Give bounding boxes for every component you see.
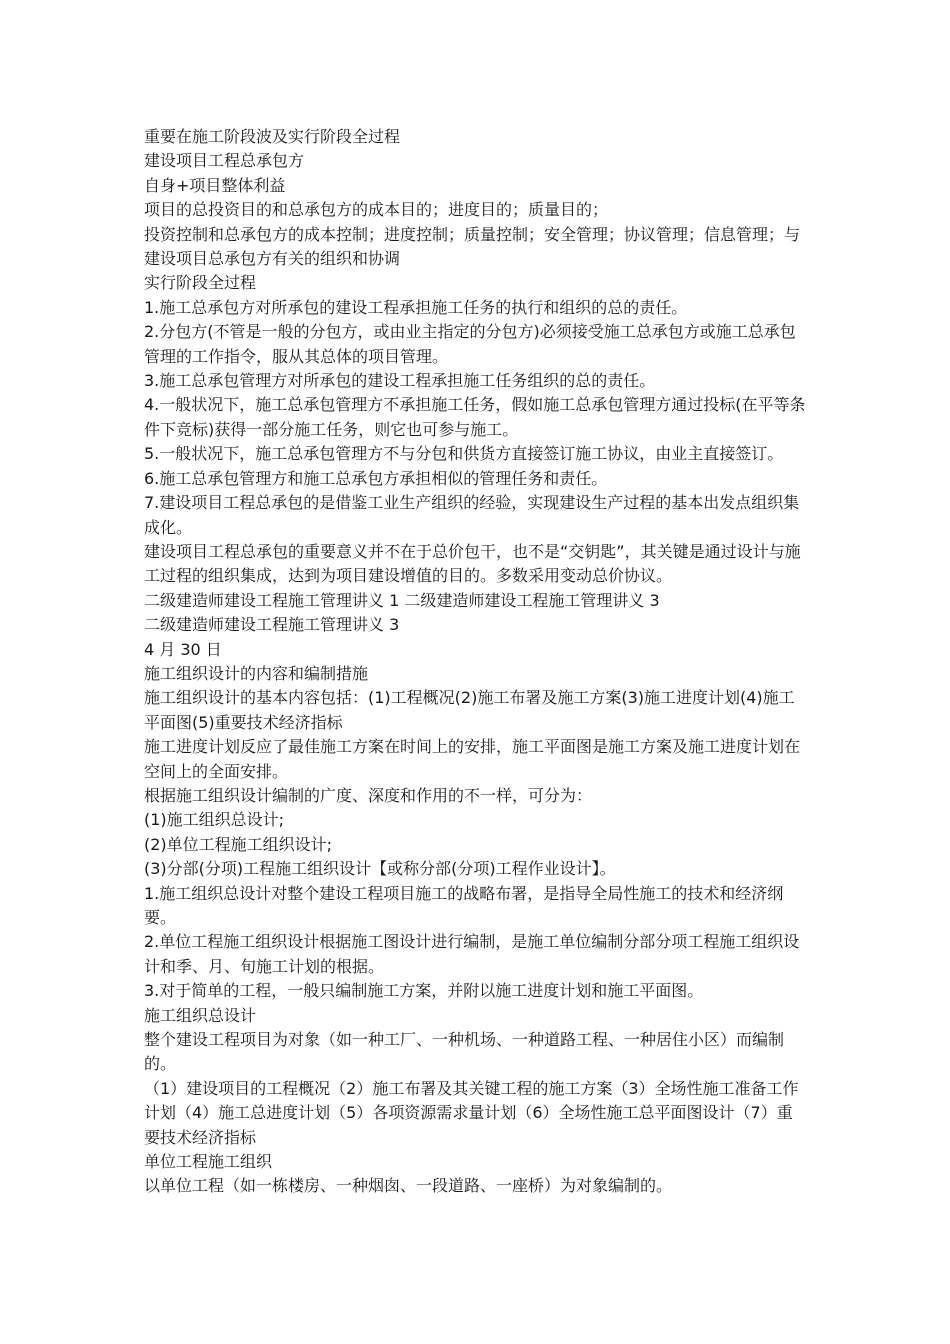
date-line: 4 月 30 日 — [144, 639, 222, 659]
list-item: (3)分部(分项)工程施工组织设计【或称分部(分项)工程作业设计】。 — [144, 859, 616, 879]
paragraph: 项目的总投资目的和总承包方的成本目的；进度目的；质量目的； — [144, 200, 609, 220]
paragraph: （1）建设项目的工程概况（2）施工布署及其关键工程的施工方案（3）全场性施工准备工作计划（4）施工总进度计划（5）各项资源需求量计划（6）全场性施工总平面图设计（7）重要技术经济指标 — [144, 1078, 799, 1147]
section-heading: 单位工程施工组织 — [144, 1152, 273, 1172]
section-heading: 施工组织设计的内容和编制措施 — [144, 663, 369, 683]
paragraph: 7.建设项目工程总承包的是借鉴工业生产组织的经验，实现建设生产过程的基本出发点组织集成化。 — [144, 493, 800, 537]
paragraph: 1.施工组织总设计对整个建设工程项目施工的战略布署，是指导全局性施工的技术和经济纲要。 — [144, 883, 784, 927]
section-heading: 施工组织总设计 — [144, 1005, 257, 1025]
paragraph: 二级建造师建设工程施工管理讲义 1 二级建造师建设工程施工管理讲义 3 — [144, 590, 660, 610]
paragraph: 实行阶段全过程 — [144, 273, 257, 293]
paragraph: 4.一般状况下，施工总承包管理方不承担施工任务，假如施工总承包管理方通过投标(在平等条件下竞标)获得一部分施工任务，则它也可参与施工。 — [144, 395, 806, 439]
paragraph: 以单位工程（如一栋楼房、一种烟囱、一段道路、一座桥）为对象编制的。 — [144, 1176, 673, 1196]
paragraph: 自身+项目整体利益 — [144, 175, 286, 195]
list-item: (2)单位工程施工组织设计; — [144, 834, 333, 854]
paragraph: 整个建设工程项目为对象（如一种工厂、一种机场、一种道路工程、一种居住小区）而编制的。 — [144, 1030, 785, 1074]
paragraph: 根据施工组织设计编制的广度、深度和作用的不一样，可分为： — [144, 785, 593, 805]
paragraph: 5.一般状况下，施工总承包管理方不与分包和供货方直接签订施工协议，由业主直接签订。 — [144, 444, 784, 464]
paragraph: 3.对于简单的工程，一般只编制施工方案，并附以施工进度计划和施工平面图。 — [144, 981, 704, 1001]
paragraph: 2.分包方(不管是一般的分包方，或由业主指定的分包方)必须接受施工总承包方或施工总承包管理的工作指令，服从其总体的项目管理。 — [144, 322, 796, 366]
paragraph: 重要在施工阶段波及实行阶段全过程 — [144, 127, 401, 146]
paragraph: 1.施工总承包方对所承包的建设工程承担施工任务的执行和组织的总的责任。 — [144, 297, 688, 317]
paragraph: 建设项目工程总承包的重要意义并不在于总价包干，也不是“交钥匙”，其关键是通过设计与施工过程的组织集成，达到为项目建设增值的目的。多数采用变动总价协议。 — [144, 541, 801, 586]
paragraph: 3.施工总承包管理方对所承包的建设工程承担施工任务组织的总的责任。 — [144, 371, 656, 391]
list-item: (1)施工组织总设计; — [144, 810, 285, 830]
document-body — [144, 125, 808, 1199]
paragraph: 建设项目工程总承包方 — [144, 151, 305, 171]
paragraph: 二级建造师建设工程施工管理讲义 3 — [144, 615, 400, 635]
paragraph: 投资控制和总承包方的成本控制；进度控制；质量控制；安全管理；协议管理；信息管理；与建设项目总承包方有关的组织和协调 — [144, 224, 801, 269]
paragraph: 施工进度计划反应了最佳施工方案在时间上的安排，施工平面图是施工方案及施工进度计划在空间上的全面安排。 — [144, 737, 801, 781]
paragraph: 6.施工总承包管理方和施工总承包方承担相似的管理任务和责任。 — [144, 468, 608, 488]
paragraph: 施工组织设计的基本内容包括：(1)工程概况(2)施工布署及施工方案(3)施工进度计划(4)施工平面图(5)重要技术经济指标 — [144, 688, 795, 732]
paragraph: 2.单位工程施工组织设计根据施工图设计进行编制，是施工单位编制分部分项工程施工组织设计和季、月、旬施工计划的根据。 — [144, 932, 800, 976]
